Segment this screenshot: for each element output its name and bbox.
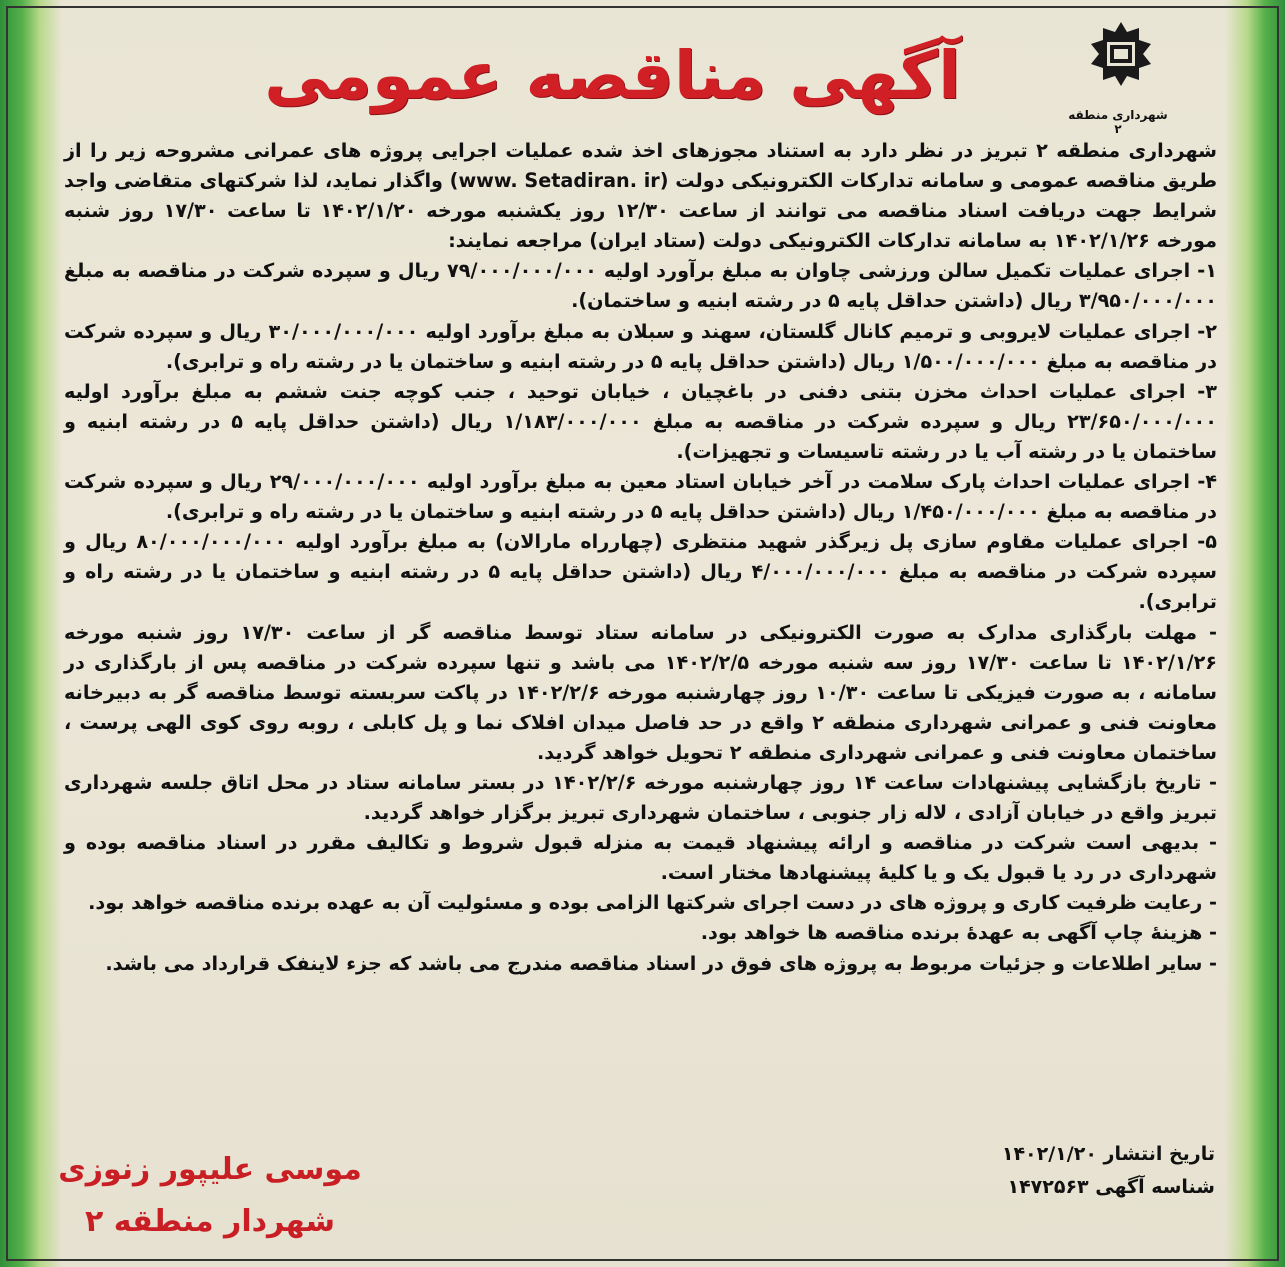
note-upload-deadline: - مهلت بارگذاری مدارک به صورت الکترونیکی در سامانه ستاد توسط مناقصه گر از ساعت ۱۷/۳۰ روز شنبه مورخه ۱۴۰۲/۱/۲۶ تا ساعت ۱۷/۳۰ روز سه شنبه مورخه ۱۴۰۲/۲/۵ می باشد و تنها سپرده شرکت در مناقصه پس از بارگذاری در سامانه ، به صورت فیزیکی تا ساعت ۱۰/۳۰ روز چهارشنبه مورخه ۱۴۰۲/۲/۶ در پاکت سربسته توسط مناقصه گر به دبیرخانه معاونت فنی و عمرانی شهرداری منطقه ۲ واقع در حد فاصل میدان افلاک نما و پل کابلی ، روبه روی کوی الهی پرست ، ساختمان معاونت فنی و عمرانی شهرداری منطقه ۲ تحویل خواهد گردید. xyxy=(64,620,1218,764)
project-item-4: ۴- اجرای عملیات احداث پارک سلامت در آخر خیابان استاد معین به مبلغ برآورد اولیه ۲۹/۰۰۰/۰۰۰/۰۰۰ ریال و سپرده شرکت در مناقصه به مبلغ ۱/۴۵۰/۰۰۰/۰۰۰ ریال (داشتن حداقل پایه ۵ در رشته ابنیه و ساختمان یا در رشته راه و ترابری). xyxy=(64,470,1217,524)
note-acceptance: - بدیهی است شرکت در مناقصه و ارائه پیشنهاد قیمت به منزله قبول شروط و تکالیف مقرر در اسناد مناقصه بوده و شهرداری در رد یا قبول یک و یا کلیهٔ پیشنهادها مختار است. xyxy=(64,831,1217,885)
intro-paragraph: شهرداری منطقه ۲ تبریز در نظر دارد به استناد مجوزهای اخذ شده عملیات اجرایی پروژه های عمرانی مشروحه زیر را از طریق مناقصه عمومی و سامانه تدارکات الکترونیکی دولت (www. Setadiran. ir) واگذار نماید، لذا شرکتهای متقاضی واجد شرایط جهت دریافت اسناد مناقصه می توانند از ساعت ۱۲/۳۰ روز یکشنبه مورخه ۱۴۰۲/۱/۲۰ تا ساعت ۱۷/۳۰ روز شنبه مورخه ۱۴۰۲/۱/۲۶ به سامانه تدارکات الکترونیکی دولت (ستاد ایران) مراجعه نمایند: xyxy=(64,139,1218,253)
project-item-5: ۵- اجرای عملیات مقاوم سازی پل زیرگذر شهید منتظری (چهارراه مارالان) به مبلغ برآورد اولیه ۸۰/۰۰۰/۰۰۰/۰۰۰ ریال و سپرده شرکت در مناقصه به مبلغ ۴/۰۰۰/۰۰۰/۰۰۰ ریال (داشتن حداقل پایه ۵ در رشته ابنیه و ساختمان یا در رشته راه و ترابری). xyxy=(64,530,1217,614)
project-item-3: ۳- اجرای عملیات احداث مخزن بتنی دفنی در باغچیان ، خیابان توحید ، جنب کوچه جنت ششم به مبلغ برآورد اولیه ۲۳/۶۵۰/۰۰۰/۰۰۰ ریال و سپرده شرکت در مناقصه به مبلغ ۱/۱۸۳/۰۰۰/۰۰۰ ریال (داشتن حداقل پایه ۵ در رشته ابنیه و ساختمان یا در رشته آب یا در رشته تاسیسات و تجهیزات). xyxy=(64,379,1217,463)
ad-id: شناسه آگهی ۱۴۷۲۵۶۳ xyxy=(1007,1176,1215,1198)
ad-meta xyxy=(1002,1138,1215,1204)
publish-date: تاریخ انتشار ۱۴۰۲/۱/۲۰ xyxy=(1001,1143,1215,1165)
project-item-1: ۱- اجرای عملیات تکمیل سالن ورزشی چاوان به مبلغ برآورد اولیه ۷۹/۰۰۰/۰۰۰/۰۰۰ ریال و سپرده شرکت در مناقصه به مبلغ ۳/۹۵۰/۰۰۰/۰۰۰ ریال (داشتن حداقل پایه ۵ در رشته ابنیه و ساختمان). xyxy=(64,259,1217,313)
signer-title: شهردار منطقه ۲ xyxy=(85,1204,335,1239)
ad-title: آگهی مناقصه عمومی xyxy=(264,37,961,114)
project-item-2: ۲- اجرای عملیات لایروبی و ترمیم کانال گلستان، سهند و سبلان به مبلغ برآورد اولیه ۳۰/۰۰۰/۰۰۰/۰۰۰ ریال و سپرده شرکت در مناقصه به مبلغ ۱/۵۰۰/۰۰۰/۰۰۰ ریال (داشتن حداقل پایه ۵ در رشته ابنیه و ساختمان یا در رشته راه و ترابری). xyxy=(64,319,1217,373)
note-capacity: - رعایت ظرفیت کاری و پروژه های در دست اجرای شرکتها الزامی بوده و مسئولیت آن به عهده برنده مناقصه خواهد بود. xyxy=(88,891,1217,915)
signature-block xyxy=(50,1144,370,1248)
note-other-info: - سایر اطلاعات و جزئیات مربوط به پروژه های فوق در اسناد مناقصه مندرج می باشد که جزء لاینفک قرارداد می باشد. xyxy=(105,951,1217,975)
logo-caption: شهرداری منطقه ۲ xyxy=(1068,108,1168,136)
signer-name: موسی علیپور زنوزی xyxy=(58,1152,362,1187)
note-opening-date: - تاریخ بازگشایی پیشنهادات ساعت ۱۴ روز چهارشنبه مورخه ۱۴۰۲/۲/۶ در بستر سامانه ستاد در محل اتاق جلسه شهرداری تبریز واقع در خیابان آزادی ، لاله زار جنوبی ، ساختمان شهرداری تبریز برگزار خواهد گردید. xyxy=(64,770,1217,825)
municipality-logo-icon xyxy=(1085,20,1157,92)
note-ad-cost: - هزینهٔ چاپ آگهی به عهدهٔ برنده مناقصه ها خواهد بود. xyxy=(700,921,1217,945)
ad-body xyxy=(64,136,1217,979)
